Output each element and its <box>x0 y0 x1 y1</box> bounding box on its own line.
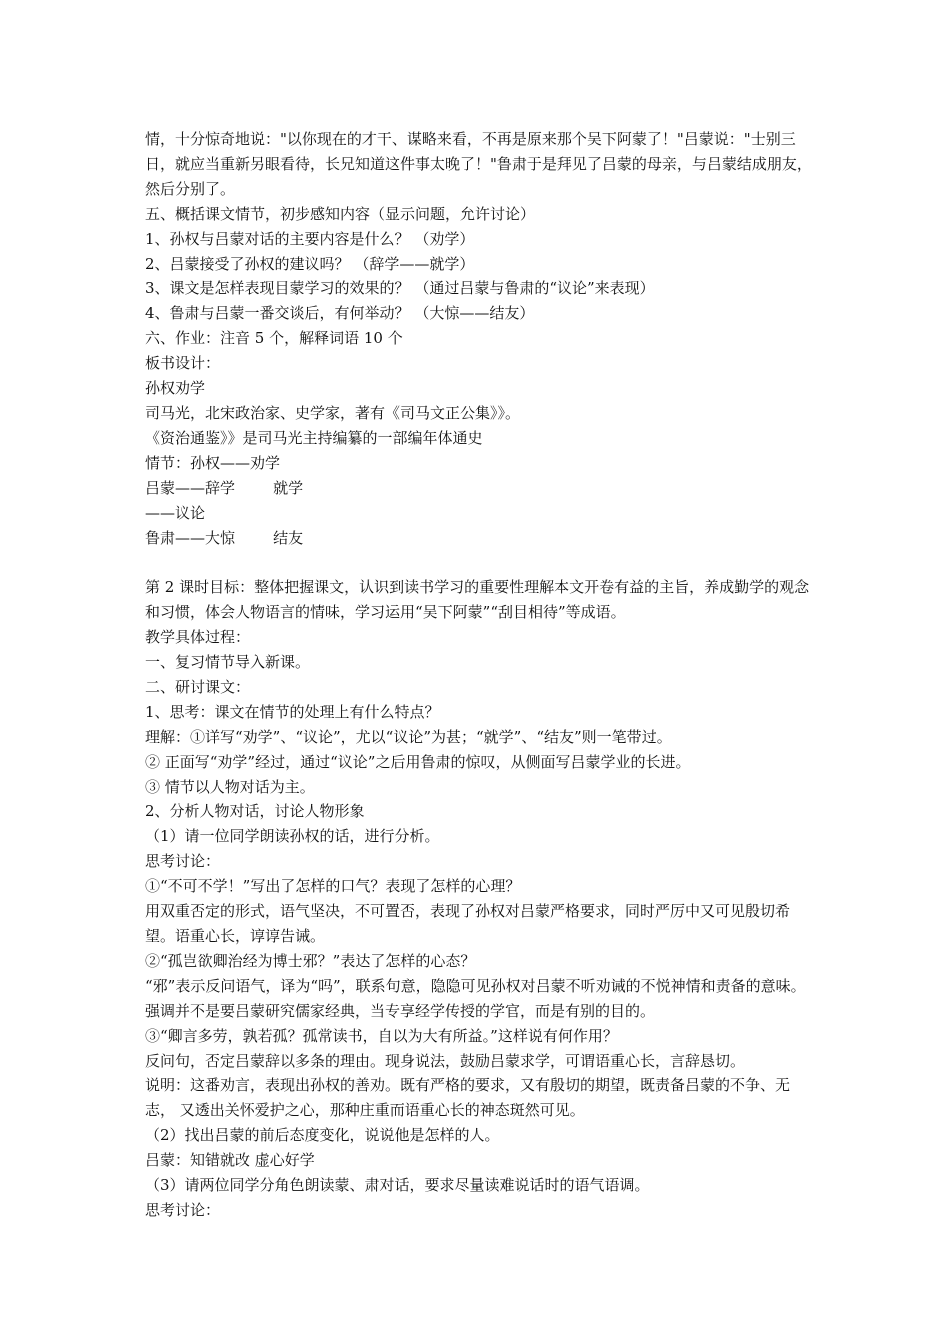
text-line: 二、研讨课文： <box>145 677 251 696</box>
text-line: 3、课文是怎样表现目蒙学习的效果的？ （通过吕蒙与鲁肃的“议论”来表现） <box>145 279 655 298</box>
text-line: 反问句，否定吕蒙辞以多条的理由。现身说法，鼓励吕蒙求学，可谓语重心长，言辞恳切。 <box>145 1051 746 1070</box>
text-line: 情节：孙权——劝学 <box>145 453 281 472</box>
text-line: ②“孤岂欲卿治经为博士邪？”表达了怎样的心态？ <box>145 951 476 970</box>
text-line: 1、思考：课文在情节的处理上有什么特点？ <box>145 702 440 721</box>
blank-line <box>145 550 815 575</box>
text-line: 4、鲁肃与吕蒙一番交谈后，有何举动？ （大惊——结友） <box>145 304 535 323</box>
text-line: “邪”表示反问语气，译为“吗”，联系句意，隐隐可见孙权对吕蒙不听劝诫的不悦神情和责备的意味。强调并不是要吕蒙研究儒家经典，当专享经学传授的学官，而是有别的目的。 <box>145 976 806 1020</box>
text-line: 说明：这番劝言，表现出孙权的善劝。既有严格的要求，又有殷切的期望，既责备吕蒙的不争、无志， 又透出关怀爱护之心，那种庄重而语重心长的神态斑然可见。 <box>145 1076 791 1120</box>
document-body <box>145 127 815 1223</box>
text-line: 第 2 课时目标：整体把握课文，认识到读书学习的重要性理解本文开卷有益的主旨，养成勤学的观念和习惯，体会人物语言的情味，学习运用“吴下阿蒙”“刮目相待”等成语。 <box>145 578 810 622</box>
text-line: 《资治通鉴》》是司马光主持编纂的一部编年体通史 <box>145 428 483 447</box>
text-line: ——议论 <box>145 503 206 522</box>
text-line: 1、孙权与吕蒙对话的主要内容是什么？ （劝学） <box>145 229 475 248</box>
text-line: 一、复习情节导入新课。 <box>145 653 311 672</box>
text-line: 五、概括课文情节，初步感知内容（显示问题，允许讨论） <box>145 204 536 223</box>
text-line: 思考讨论： <box>145 852 221 871</box>
text-line: （1）请一位同学朗读孙权的话，进行分析。 <box>145 827 440 846</box>
text-line: 鲁肃——大惊 结友 <box>145 528 304 547</box>
text-line: 司马光，北宋政治家、史学家，著有《司马文正公集》》。 <box>145 403 521 422</box>
text-line: ② 正面写“劝学”经过，通过“议论”之后用鲁肃的惊叹，从侧面写吕蒙学业的长进。 <box>145 752 691 771</box>
text-line: 理解：①详写“劝学”、“议论”，尤以“议论”为甚；“就学”、“结友”则一笔带过。 <box>145 727 672 746</box>
text-line: 2、吕蒙接受了孙权的建议吗？ （辞学——就学） <box>145 254 475 273</box>
text-line: ①“不可不学！”写出了怎样的口气？表现了怎样的心理？ <box>145 877 521 896</box>
text-line: 教学具体过程： <box>145 628 251 647</box>
text-line: 吕蒙——辞学 就学 <box>145 478 304 497</box>
text-line: 2、分析人物对话，讨论人物形象 <box>145 802 365 821</box>
text-line: 用双重否定的形式，语气坚决，不可置否，表现了孙权对吕蒙严格要求，同时严厉中又可见殷切希望。语重心长，谆谆告诫。 <box>145 902 791 945</box>
text-line: 吕蒙：知错就改 虚心好学 <box>145 1151 315 1170</box>
text-line: 板书设计： <box>145 354 221 373</box>
text-line: 情，十分惊奇地说："以你现在的才干、谋略来看，不再是原来那个吴下阿蒙了！"吕蒙说："士别三日，就应当重新另眼看待，长兄知道这件事太晚了！"鲁肃于是拜见了吕蒙的母亲，与吕蒙结成朋友，然后分别了。 <box>145 130 812 198</box>
text-line: 孙权劝学 <box>145 379 206 398</box>
text-line: ③“卿言多劳，孰若孤？孤常读书，自以为大有所益。”这样说有何作用？ <box>145 1026 618 1045</box>
text-line: （2）找出吕蒙的前后态度变化，说说他是怎样的人。 <box>145 1126 500 1145</box>
text-line: 六、作业：注音 5 个，解释词语 10 个 <box>145 329 403 348</box>
text-line: ③ 情节以人物对话为主。 <box>145 777 315 796</box>
text-line: （3）请两位同学分角色朗读蒙、肃对话，要求尽量读难说话时的语气语调。 <box>145 1176 650 1195</box>
text-line: 思考讨论： <box>145 1200 221 1219</box>
